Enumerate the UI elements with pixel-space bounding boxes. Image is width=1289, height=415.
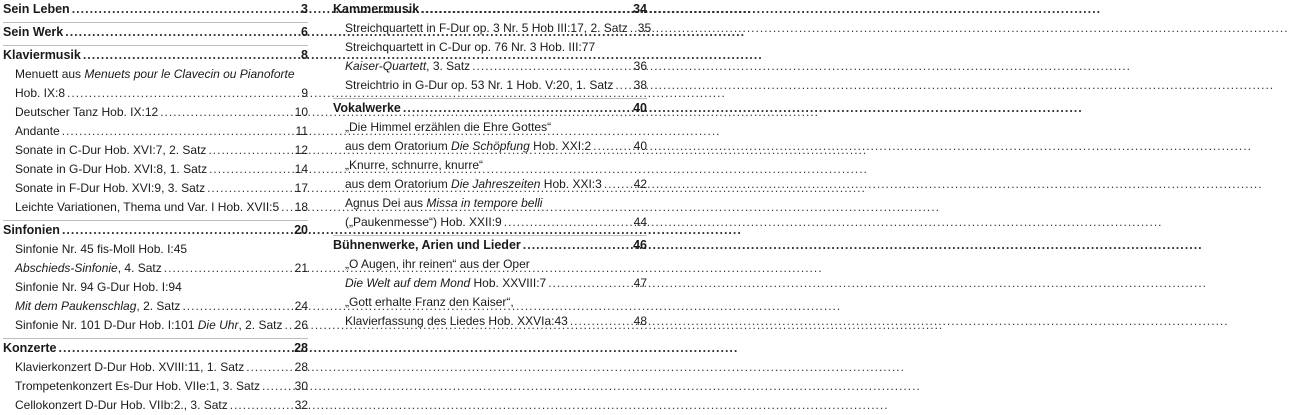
toc-entry-title-part: „Knurre, schnurre, knurre“: [345, 158, 484, 172]
toc-page-number: 6: [301, 25, 308, 39]
toc-entry: [333, 175, 647, 194]
toc-entry-title: [345, 19, 628, 38]
toc-dot-leader: [548, 274, 631, 293]
toc-entry-title-part: Streichquartett in F-Dur op. 3 Nr. 5 Hob III:17, 2. Satz: [345, 21, 628, 35]
toc-entry-title: [15, 278, 182, 297]
toc-entry-title-part: Klavierkonzert D-Dur Hob. XVIII:11, 1. Satz: [15, 360, 245, 374]
toc-entry-title: [15, 103, 158, 122]
toc-dot-leader: [523, 236, 631, 255]
toc-page-number: 40: [633, 101, 647, 115]
toc-entry-title: [15, 396, 228, 415]
toc-entry-title: [345, 312, 568, 331]
toc-page-number: 14: [294, 162, 308, 176]
toc-entry-title-part: „Gott erhalte Franz den Kaiser“,: [345, 295, 514, 309]
toc-dot-leader: [164, 259, 293, 278]
toc-entry-title: [345, 118, 551, 137]
toc-section-heading: [3, 220, 308, 240]
toc-entry-title-part: Hob. IX:8: [15, 86, 66, 100]
toc-section-title: Konzerte: [3, 341, 57, 355]
toc-entry-line: [333, 156, 647, 175]
toc-entry: [3, 103, 308, 122]
toc-section-title: Vokalwerke: [333, 101, 401, 115]
toc-entry-title-part: Sinfonie Nr. 101 D-Dur Hob. I:101: [15, 318, 198, 332]
toc-entry-title-part: Sonate in C-Dur Hob. XVI:7, 2. Satz: [15, 143, 207, 157]
toc-entry-title: [15, 316, 282, 335]
toc-section-title: Klaviermusik: [3, 48, 81, 62]
toc-dot-leader: [630, 19, 636, 38]
toc-entry-title-part: („Paukenmesse“) Hob. XXII:9: [345, 215, 502, 229]
toc-dot-leader: [570, 312, 632, 331]
toc-dot-leader: [62, 122, 294, 141]
toc-dot-leader: [421, 0, 631, 19]
toc-section-heading: [3, 22, 308, 42]
toc-section-heading: [333, 0, 647, 19]
toc-entry-title-italic: Menuets pour le Clavecin ou Pianoforte: [84, 67, 295, 81]
toc-entry-title-part: Hob. XXI:3: [540, 177, 602, 191]
toc-entry: [333, 137, 647, 156]
toc-entry-title-part: , 3. Satz: [426, 59, 471, 73]
toc-entry-line: [3, 278, 308, 297]
toc-dot-leader: [284, 316, 292, 335]
toc-entry-title: [345, 213, 502, 232]
toc-page-number: 46: [633, 238, 647, 252]
toc-page-number: 30: [294, 379, 308, 393]
toc-entry-title: [15, 84, 65, 103]
toc-entry-title: [345, 38, 595, 57]
toc-page-number: 34: [633, 2, 647, 16]
toc-entry: [3, 377, 308, 396]
toc-dot-leader: [246, 358, 292, 377]
toc-section-title: Kammermusik: [333, 2, 420, 16]
toc-entry: [333, 19, 652, 38]
toc-entry-title-part: Sinfonie Nr. 94 G-Dur Hob. I:94: [15, 280, 182, 294]
toc-dot-leader: [83, 46, 299, 65]
toc-entry-line: [333, 293, 647, 312]
toc-entry-title-italic: Missa in tempore belli: [426, 196, 543, 210]
toc-entry: [333, 312, 647, 331]
toc-section-heading: [333, 98, 647, 118]
toc-entry: [333, 57, 647, 76]
toc-dot-leader: [182, 297, 292, 316]
toc-entry-title-part: Leichte Variationen, Thema und Var. I Hob. XVII:5: [15, 200, 280, 214]
toc-entry-title: [15, 65, 295, 84]
toc-entry-title: [345, 194, 542, 213]
toc-section-heading: [333, 235, 647, 255]
toc-entry-title: [15, 377, 260, 396]
toc-section-heading: [3, 45, 308, 65]
toc-entry-title-part: Cellokonzert D-Dur Hob. VIIb:2., 3. Satz: [15, 398, 228, 412]
toc-entry-title-italic: Abschieds-Sinfonie: [15, 261, 118, 275]
toc-section-heading: [3, 338, 308, 358]
toc-dot-leader: [207, 179, 293, 198]
toc-entry-title: [345, 156, 483, 175]
toc-entry: [333, 274, 647, 293]
toc-dot-leader: [160, 103, 292, 122]
toc-page-number: 20: [294, 223, 308, 237]
toc-entry: [333, 76, 647, 95]
toc-page-number: 17: [294, 181, 308, 195]
toc-entry-title: [345, 293, 514, 312]
toc-page-number: 11: [295, 124, 308, 138]
toc-section-title: Sinfonien: [3, 223, 60, 237]
toc-dot-leader: [209, 160, 293, 179]
toc-dot-leader: [72, 0, 299, 19]
toc-entry-title-part: Sonate in F-Dur Hob. XVI:9, 3. Satz: [15, 181, 206, 195]
toc-entry: [333, 213, 647, 232]
toc-entry-title-part: Agnus Dei aus: [345, 196, 427, 210]
toc-section-title: Bühnenwerke, Arien und Lieder: [333, 238, 521, 252]
toc-entry-title-part: Klavierfassung des Liedes Hob. XXVIa:43: [345, 314, 568, 328]
toc-entry-title: [15, 198, 279, 217]
toc-column-right: [333, 0, 652, 331]
toc-entry-title-part: „Die Himmel erzählen die Ehre Gottes“: [345, 120, 552, 134]
toc-entry: [3, 297, 308, 316]
toc-entry-title: [15, 297, 180, 316]
toc-dot-leader: [230, 396, 293, 415]
toc-entry-title: [15, 240, 187, 259]
toc-entry-title: [15, 122, 60, 141]
toc-dot-leader: [65, 23, 299, 42]
toc-page-number: 48: [633, 314, 647, 328]
toc-page-number: 24: [294, 299, 308, 313]
toc-entry-title: [345, 255, 530, 274]
toc-page-number: 12: [294, 143, 308, 157]
toc-dot-leader: [472, 57, 631, 76]
toc-entry-title: [345, 57, 470, 76]
toc-entry-line: [3, 65, 308, 84]
toc-dot-leader: [262, 377, 293, 396]
toc-section-title: Sein Leben: [3, 2, 70, 16]
toc-section-heading: [3, 0, 308, 19]
toc-entry-title-part: , 4. Satz: [117, 261, 162, 275]
toc-entry-title: [15, 160, 207, 179]
toc-entry: [3, 198, 308, 217]
toc-entry: [3, 259, 308, 278]
toc-entry: [3, 179, 308, 198]
toc-entry-title-part: , 2. Satz: [238, 318, 283, 332]
toc-entry-title: [15, 141, 206, 160]
toc-entry-title: [15, 179, 205, 198]
toc-dot-leader: [67, 84, 299, 103]
toc-entry-title-part: Streichquartett in C-Dur op. 76 Nr. 3 Hob. III:77: [345, 40, 596, 54]
toc-dot-leader: [593, 137, 631, 156]
toc-entry-title-italic: Mit dem Paukenschlag: [15, 299, 137, 313]
toc-entry: [3, 84, 308, 103]
toc-entry-line: [333, 38, 647, 57]
toc-entry-title: [345, 274, 546, 293]
toc-page-number: 26: [294, 318, 308, 332]
toc-entry-title: [15, 259, 162, 278]
toc-entry: [3, 358, 308, 377]
toc-page-number: 32: [294, 398, 308, 412]
toc-entry-line: [3, 240, 308, 259]
toc-entry-title: [345, 76, 613, 95]
toc-entry-line: [333, 255, 647, 274]
toc-entry-title-italic: Die Welt auf dem Mond: [345, 276, 471, 290]
toc-column-left: [3, 0, 308, 415]
toc-page-number: 28: [294, 341, 308, 355]
toc-entry-title: [345, 137, 591, 156]
toc-entry-title-part: Sonate in G-Dur Hob. XVI:8, 1. Satz: [15, 162, 208, 176]
toc-entry-title-part: Andante: [15, 124, 60, 138]
toc-entry-line: [333, 194, 647, 213]
toc-dot-leader: [208, 141, 292, 160]
toc-entry-title-italic: Die Jahreszeiten: [451, 177, 541, 191]
toc-entry-line: [333, 118, 647, 137]
toc-entry-title: [15, 358, 244, 377]
toc-page-number: 18: [294, 200, 308, 214]
toc-dot-leader: [62, 221, 292, 240]
toc-entry-title-part: , 2. Satz: [136, 299, 181, 313]
toc-entry-title-part: Deutscher Tanz Hob. IX:12: [15, 105, 159, 119]
toc-entry-title-part: Hob. XXI:2: [529, 139, 592, 153]
toc-entry-title-part: Sinfonie Nr. 45 fis-Moll Hob. I:45: [15, 242, 188, 256]
toc-dot-leader: [58, 339, 292, 358]
toc-entry-title-italic: Die Uhr: [197, 318, 239, 332]
toc-page-number: 40: [633, 139, 647, 153]
toc-page-number: 10: [294, 105, 308, 119]
toc-page-number: 8: [301, 48, 308, 62]
toc-dot-leader: [403, 99, 631, 118]
toc-page-number: 38: [633, 78, 647, 92]
toc-entry-title-part: Hob. XXVIII:7: [470, 276, 547, 290]
toc-entry-title-part: Streichtrio in G-Dur op. 53 Nr. 1 Hob. V:20, 1. Satz: [345, 78, 614, 92]
toc-dot-leader: [281, 198, 292, 217]
toc-section-title: Sein Werk: [3, 25, 64, 39]
toc-entry-title-part: aus dem Oratorium: [345, 177, 452, 191]
toc-entry-title-part: aus dem Oratorium: [345, 139, 452, 153]
toc-page-number: 42: [633, 177, 647, 191]
toc-page-number: 21: [294, 261, 308, 275]
toc-page-number: 28: [294, 360, 308, 374]
toc-entry-title-part: „O Augen, ihr reinen“ aus der Oper: [345, 257, 530, 271]
toc-page-number: 35: [637, 21, 652, 35]
toc-entry-title-italic: Die Schöpfung: [451, 139, 530, 153]
toc-page-number: 47: [633, 276, 647, 290]
toc-entry: [3, 141, 308, 160]
toc-page-number: 36: [633, 59, 647, 73]
toc-entry: [3, 160, 308, 179]
toc-dot-leader: [615, 76, 631, 95]
toc-entry-title-italic: Kaiser-Quartett: [345, 59, 427, 73]
toc-dot-leader: [604, 175, 632, 194]
toc-entry: [3, 396, 308, 415]
toc-dot-leader: [504, 213, 632, 232]
toc-page-number: 3: [301, 2, 308, 16]
toc-entry: [3, 122, 308, 141]
toc-entry-title-part: Menuett aus: [15, 67, 85, 81]
toc-entry: [3, 316, 308, 335]
toc-entry-title-part: Trompetenkonzert Es-Dur Hob. VIIe:1, 3. Satz: [15, 379, 260, 393]
toc-entry-title: [345, 175, 602, 194]
toc-page-number: 9: [301, 86, 308, 100]
toc-page-number: 44: [633, 215, 647, 229]
